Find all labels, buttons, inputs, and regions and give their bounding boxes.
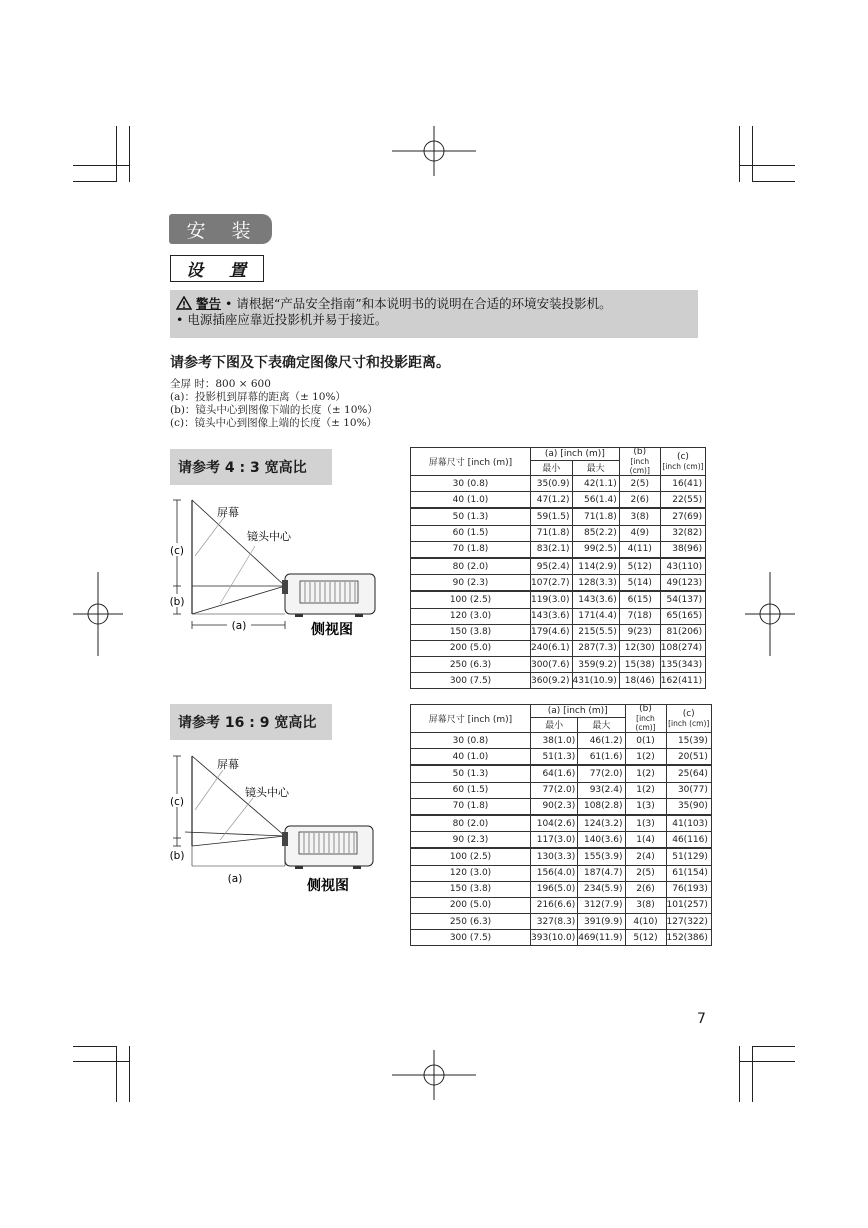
cell-b: 18(46) bbox=[619, 673, 660, 689]
page-number: 7 bbox=[697, 1011, 706, 1027]
cell-size: 40 (1.0) bbox=[411, 749, 531, 766]
cell-a-max: 155(3.9) bbox=[578, 848, 625, 865]
table-row bbox=[411, 508, 706, 525]
table-row bbox=[411, 848, 712, 865]
cell-size: 80 (2.0) bbox=[411, 815, 531, 832]
table-row bbox=[411, 525, 706, 541]
cell-c: 46(116) bbox=[666, 832, 711, 849]
cell-c: 15(39) bbox=[666, 733, 711, 749]
cell-size: 50 (1.3) bbox=[411, 765, 531, 782]
cell-c: 32(82) bbox=[660, 525, 705, 541]
cell-a-min: 64(1.6) bbox=[531, 765, 578, 782]
cell-c: 16(41) bbox=[660, 476, 705, 492]
cell-a-min: 300(7.6) bbox=[531, 657, 573, 673]
cell-b: 3(8) bbox=[619, 508, 660, 525]
cell-a-min: 196(5.0) bbox=[531, 881, 578, 897]
label-lens-center: 镜头中心 bbox=[247, 530, 291, 543]
table-row bbox=[411, 673, 706, 689]
cell-c: 81(206) bbox=[660, 624, 705, 640]
table-row bbox=[411, 815, 712, 832]
cell-a-max: 46(1.2) bbox=[578, 733, 625, 749]
cell-b: 2(4) bbox=[625, 848, 666, 865]
cell-c: 135(343) bbox=[660, 657, 705, 673]
cell-size: 150 (3.8) bbox=[411, 624, 531, 640]
cell-size: 250 (6.3) bbox=[411, 914, 531, 930]
cell-b: 1(2) bbox=[625, 749, 666, 766]
cell-a-min: 77(2.0) bbox=[531, 782, 578, 798]
cell-b: 2(6) bbox=[625, 881, 666, 897]
cell-c: 22(55) bbox=[660, 492, 705, 509]
cell-b: 2(5) bbox=[619, 476, 660, 492]
cell-b: 4(9) bbox=[619, 525, 660, 541]
cell-a-max: 61(1.6) bbox=[578, 749, 625, 766]
note-b: (b)：镜头中心到图像下端的长度（± 10%） bbox=[170, 404, 378, 416]
cell-c: 43(110) bbox=[660, 558, 705, 575]
table-row bbox=[411, 881, 712, 897]
cell-a-min: 107(2.7) bbox=[531, 575, 573, 592]
cell-size: 100 (2.5) bbox=[411, 848, 531, 865]
cell-size: 300 (7.5) bbox=[411, 673, 531, 689]
cell-a-min: 327(8.3) bbox=[531, 914, 578, 930]
cell-c: 41(103) bbox=[666, 815, 711, 832]
cell-a-min: 119(3.0) bbox=[531, 591, 573, 608]
cell-b: 5(12) bbox=[625, 930, 666, 946]
cell-a-min: 179(4.6) bbox=[531, 624, 573, 640]
cell-a-min: 360(9.2) bbox=[531, 673, 573, 689]
cell-a-min: 240(6.1) bbox=[531, 640, 573, 656]
label-screen: 屏幕 bbox=[217, 506, 239, 519]
cell-size: 150 (3.8) bbox=[411, 881, 531, 897]
notes bbox=[170, 378, 378, 430]
note-c: (c)：镜头中心到图像上端的长度（± 10%） bbox=[170, 417, 378, 429]
section-title: 安 装 bbox=[169, 214, 272, 244]
label-b: (b) bbox=[169, 850, 185, 862]
label-side-view: 侧视图 bbox=[307, 878, 349, 894]
label-a: (a) bbox=[227, 873, 243, 885]
cell-b: 9(23) bbox=[619, 624, 660, 640]
cell-c: 27(69) bbox=[660, 508, 705, 525]
table-row bbox=[411, 865, 712, 881]
table-row bbox=[411, 765, 712, 782]
table-row bbox=[411, 608, 706, 624]
note-fullscreen: 全屏 时：800 × 600 bbox=[170, 378, 271, 390]
header-b: (b) [inch (cm)] bbox=[625, 705, 666, 733]
cell-c: 61(154) bbox=[666, 865, 711, 881]
table-row bbox=[411, 492, 706, 509]
registration-mark-left bbox=[73, 572, 123, 656]
label-c: (c) bbox=[170, 545, 184, 557]
cell-a-min: 117(3.0) bbox=[531, 832, 578, 849]
table-row bbox=[411, 798, 712, 815]
table-row bbox=[411, 541, 706, 558]
cell-a-min: 143(3.6) bbox=[531, 608, 573, 624]
cell-a-max: 56(1.4) bbox=[572, 492, 619, 509]
cell-a-max: 215(5.5) bbox=[572, 624, 619, 640]
header-c: (c) [inch (cm)] bbox=[660, 448, 705, 476]
cell-b: 4(11) bbox=[619, 541, 660, 558]
cell-size: 60 (1.5) bbox=[411, 782, 531, 798]
cell-a-max: 287(7.3) bbox=[572, 640, 619, 656]
cell-a-max: 187(4.7) bbox=[578, 865, 625, 881]
diagram-4-3 bbox=[165, 494, 380, 644]
cell-size: 40 (1.0) bbox=[411, 492, 531, 509]
ratio-title-4-3: 请参考 4 : 3 宽高比 bbox=[170, 449, 332, 485]
cell-a-min: 130(3.3) bbox=[531, 848, 578, 865]
cell-a-max: 234(5.9) bbox=[578, 881, 625, 897]
cell-c: 152(386) bbox=[666, 930, 711, 946]
cell-a-max: 312(7.9) bbox=[578, 897, 625, 913]
cell-a-max: 77(2.0) bbox=[578, 765, 625, 782]
header-a-min: 最小 bbox=[531, 717, 578, 732]
table-row bbox=[411, 476, 706, 492]
table-row bbox=[411, 733, 712, 749]
cell-a-max: 114(2.9) bbox=[572, 558, 619, 575]
cell-c: 51(129) bbox=[666, 848, 711, 865]
header-a-max: 最大 bbox=[572, 460, 619, 475]
cell-a-min: 59(1.5) bbox=[531, 508, 573, 525]
cell-size: 300 (7.5) bbox=[411, 930, 531, 946]
cell-a-max: 391(9.9) bbox=[578, 914, 625, 930]
cell-size: 90 (2.3) bbox=[411, 575, 531, 592]
cell-c: 101(257) bbox=[666, 897, 711, 913]
table-16-9 bbox=[410, 704, 712, 946]
registration-mark-right bbox=[745, 572, 795, 656]
warning-box bbox=[170, 290, 698, 338]
cell-c: 65(165) bbox=[660, 608, 705, 624]
cell-a-min: 38(1.0) bbox=[531, 733, 578, 749]
cell-b: 5(14) bbox=[619, 575, 660, 592]
cell-a-max: 93(2.4) bbox=[578, 782, 625, 798]
cell-a-min: 104(2.6) bbox=[531, 815, 578, 832]
header-b: (b) [inch (cm)] bbox=[619, 448, 660, 476]
header-a-max: 最大 bbox=[578, 717, 625, 732]
cell-size: 50 (1.3) bbox=[411, 508, 531, 525]
cell-size: 30 (0.8) bbox=[411, 733, 531, 749]
cell-b: 15(38) bbox=[619, 657, 660, 673]
table-row bbox=[411, 558, 706, 575]
cell-a-min: 47(1.2) bbox=[531, 492, 573, 509]
cell-size: 250 (6.3) bbox=[411, 657, 531, 673]
cell-a-min: 51(1.3) bbox=[531, 749, 578, 766]
cell-a-max: 143(3.6) bbox=[572, 591, 619, 608]
table-row bbox=[411, 575, 706, 592]
cell-size: 90 (2.3) bbox=[411, 832, 531, 849]
cell-c: 162(411) bbox=[660, 673, 705, 689]
cell-a-min: 35(0.9) bbox=[531, 476, 573, 492]
cell-size: 80 (2.0) bbox=[411, 558, 531, 575]
cell-b: 4(10) bbox=[625, 914, 666, 930]
cell-size: 30 (0.8) bbox=[411, 476, 531, 492]
cell-b: 0(1) bbox=[625, 733, 666, 749]
table-row bbox=[411, 897, 712, 913]
registration-mark-top bbox=[392, 126, 476, 176]
subsection-title: 设 置 bbox=[170, 255, 264, 282]
cell-c: 49(123) bbox=[660, 575, 705, 592]
table-row bbox=[411, 782, 712, 798]
warning-line-2: • 电源插座应靠近投影机并易于接近。 bbox=[176, 312, 388, 327]
cell-b: 7(18) bbox=[619, 608, 660, 624]
cell-a-min: 393(10.0) bbox=[531, 930, 578, 946]
cell-b: 5(12) bbox=[619, 558, 660, 575]
ratio-title-16-9: 请参考 16 : 9 宽高比 bbox=[170, 704, 332, 740]
warning-label: 警告 bbox=[195, 296, 221, 311]
cell-size: 100 (2.5) bbox=[411, 591, 531, 608]
cell-a-min: 156(4.0) bbox=[531, 865, 578, 881]
cell-a-max: 431(10.9) bbox=[572, 673, 619, 689]
cell-a-min: 90(2.3) bbox=[531, 798, 578, 815]
cell-a-max: 124(3.2) bbox=[578, 815, 625, 832]
header-a: (a) [inch (m)] bbox=[531, 705, 626, 718]
label-b: (b) bbox=[169, 596, 185, 608]
table-row bbox=[411, 832, 712, 849]
cell-size: 70 (1.8) bbox=[411, 541, 531, 558]
cell-b: 1(4) bbox=[625, 832, 666, 849]
label-lens-center: 镜头中心 bbox=[245, 786, 289, 799]
cell-a-max: 469(11.9) bbox=[578, 930, 625, 946]
diagram-16-9 bbox=[165, 750, 380, 900]
cell-size: 200 (5.0) bbox=[411, 897, 531, 913]
cell-a-max: 171(4.4) bbox=[572, 608, 619, 624]
cell-b: 2(6) bbox=[619, 492, 660, 509]
cell-size: 120 (3.0) bbox=[411, 608, 531, 624]
table-row bbox=[411, 749, 712, 766]
warning-triangle-icon bbox=[176, 296, 192, 310]
header-a-min: 最小 bbox=[531, 460, 573, 475]
cell-b: 1(3) bbox=[625, 798, 666, 815]
cell-a-max: 42(1.1) bbox=[572, 476, 619, 492]
table-row bbox=[411, 640, 706, 656]
cell-c: 20(51) bbox=[666, 749, 711, 766]
cell-a-max: 99(2.5) bbox=[572, 541, 619, 558]
cell-size: 200 (5.0) bbox=[411, 640, 531, 656]
table-row bbox=[411, 591, 706, 608]
header-size: 屏幕尺寸 [inch (m)] bbox=[411, 705, 531, 733]
label-c: (c) bbox=[170, 796, 184, 808]
cell-c: 76(193) bbox=[666, 881, 711, 897]
cell-b: 12(30) bbox=[619, 640, 660, 656]
cell-a-max: 359(9.2) bbox=[572, 657, 619, 673]
header-size: 屏幕尺寸 [inch (m)] bbox=[411, 448, 531, 476]
cell-a-max: 108(2.8) bbox=[578, 798, 625, 815]
warning-line-1: • 请根据“产品安全指南”和本说明书的说明在合适的环境安装投影机。 bbox=[224, 296, 612, 311]
cell-size: 70 (1.8) bbox=[411, 798, 531, 815]
cell-a-min: 216(6.6) bbox=[531, 897, 578, 913]
cell-a-max: 71(1.8) bbox=[572, 508, 619, 525]
cell-a-min: 71(1.8) bbox=[531, 525, 573, 541]
header-a: (a) [inch (m)] bbox=[531, 448, 620, 461]
header-c: (c) [inch (cm)] bbox=[666, 705, 711, 733]
cell-c: 127(322) bbox=[666, 914, 711, 930]
table-row bbox=[411, 914, 712, 930]
cell-b: 2(5) bbox=[625, 865, 666, 881]
label-a: (a) bbox=[231, 620, 247, 632]
label-screen: 屏幕 bbox=[217, 758, 239, 771]
cell-b: 1(3) bbox=[625, 815, 666, 832]
cell-c: 25(64) bbox=[666, 765, 711, 782]
cell-b: 1(2) bbox=[625, 782, 666, 798]
registration-mark-bottom bbox=[392, 1050, 476, 1100]
cell-a-max: 140(3.6) bbox=[578, 832, 625, 849]
cell-c: 108(274) bbox=[660, 640, 705, 656]
table-row bbox=[411, 930, 712, 946]
table-4-3 bbox=[410, 447, 706, 689]
table-row bbox=[411, 624, 706, 640]
cell-b: 3(8) bbox=[625, 897, 666, 913]
cell-a-max: 85(2.2) bbox=[572, 525, 619, 541]
cell-size: 60 (1.5) bbox=[411, 525, 531, 541]
cell-a-max: 128(3.3) bbox=[572, 575, 619, 592]
cell-c: 30(77) bbox=[666, 782, 711, 798]
cell-a-min: 83(2.1) bbox=[531, 541, 573, 558]
projector-icon bbox=[282, 574, 375, 617]
cell-a-min: 95(2.4) bbox=[531, 558, 573, 575]
label-side-view: 侧视图 bbox=[311, 622, 353, 638]
cell-b: 1(2) bbox=[625, 765, 666, 782]
intro-text: 请参考下图及下表确定图像尺寸和投影距离。 bbox=[170, 355, 450, 371]
projector-icon bbox=[282, 826, 373, 869]
cell-c: 38(96) bbox=[660, 541, 705, 558]
cell-size: 120 (3.0) bbox=[411, 865, 531, 881]
table-row bbox=[411, 657, 706, 673]
cell-b: 6(15) bbox=[619, 591, 660, 608]
cell-c: 54(137) bbox=[660, 591, 705, 608]
cell-c: 35(90) bbox=[666, 798, 711, 815]
note-a: (a)：投影机到屏幕的距离（± 10%） bbox=[170, 391, 346, 403]
